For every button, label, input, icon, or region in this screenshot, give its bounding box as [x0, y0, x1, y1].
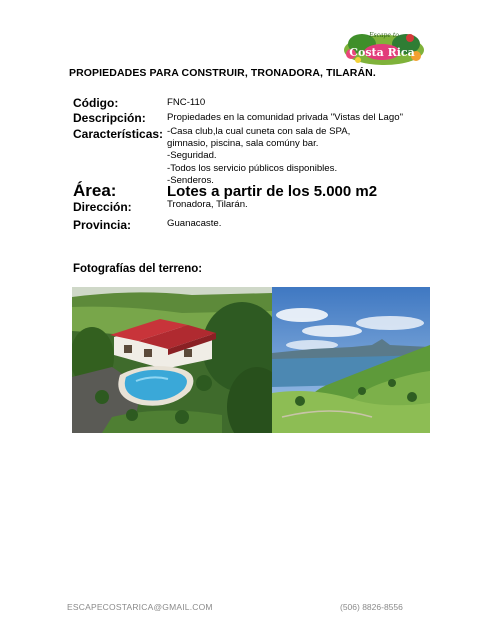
codigo-value: FNC-110 — [167, 97, 206, 108]
aerial-clubhouse-photo — [72, 287, 272, 433]
codigo-label: Código: — [73, 96, 119, 110]
caracteristicas-value — [167, 126, 350, 187]
provincia-value: Guanacaste. — [167, 218, 222, 229]
area-value: Lotes a partir de los 5.000 m2 — [167, 183, 378, 200]
caracteristicas-line: gimnasio, piscina, sala comúny bar. — [167, 138, 319, 150]
caracteristicas-line: -Todos los servicio públicos disponibles. — [167, 162, 338, 174]
lake-view-photo — [272, 287, 430, 433]
area-label: Área: — [73, 181, 117, 200]
caracteristicas-line: -Seguridad. — [167, 150, 217, 162]
caracteristicas-line: -Casa club,la cual cuneta con sala de SPA, — [167, 126, 351, 137]
page-title: PROPIEDADES PARA CONSTRUIR, TRONADORA, TILARÁN. — [69, 67, 376, 79]
direccion-label: Dirección: — [73, 200, 132, 214]
direccion-value: Tronadora, Tilarán. — [167, 199, 248, 210]
footer-email[interactable]: ESCAPECOSTARICA@GMAIL.COM — [67, 602, 213, 612]
escape-costa-rica-logo — [342, 28, 426, 68]
caracteristicas-line: -Senderos. — [167, 174, 214, 186]
provincia-label: Provincia: — [73, 218, 132, 232]
descripcion-value: Propiedades en la comunidad privada "Vistas del Lago" — [167, 112, 403, 123]
caracteristicas-label: Características: — [73, 127, 164, 141]
svg-text:Escape to: Escape to — [369, 32, 399, 39]
footer-phone: (506) 8826-8556 — [340, 602, 403, 612]
photos-title: Fotografías del terreno: — [73, 263, 203, 275]
descripcion-label: Descripción: — [73, 111, 146, 125]
svg-text:Costa Rica: Costa Rica — [349, 46, 415, 59]
